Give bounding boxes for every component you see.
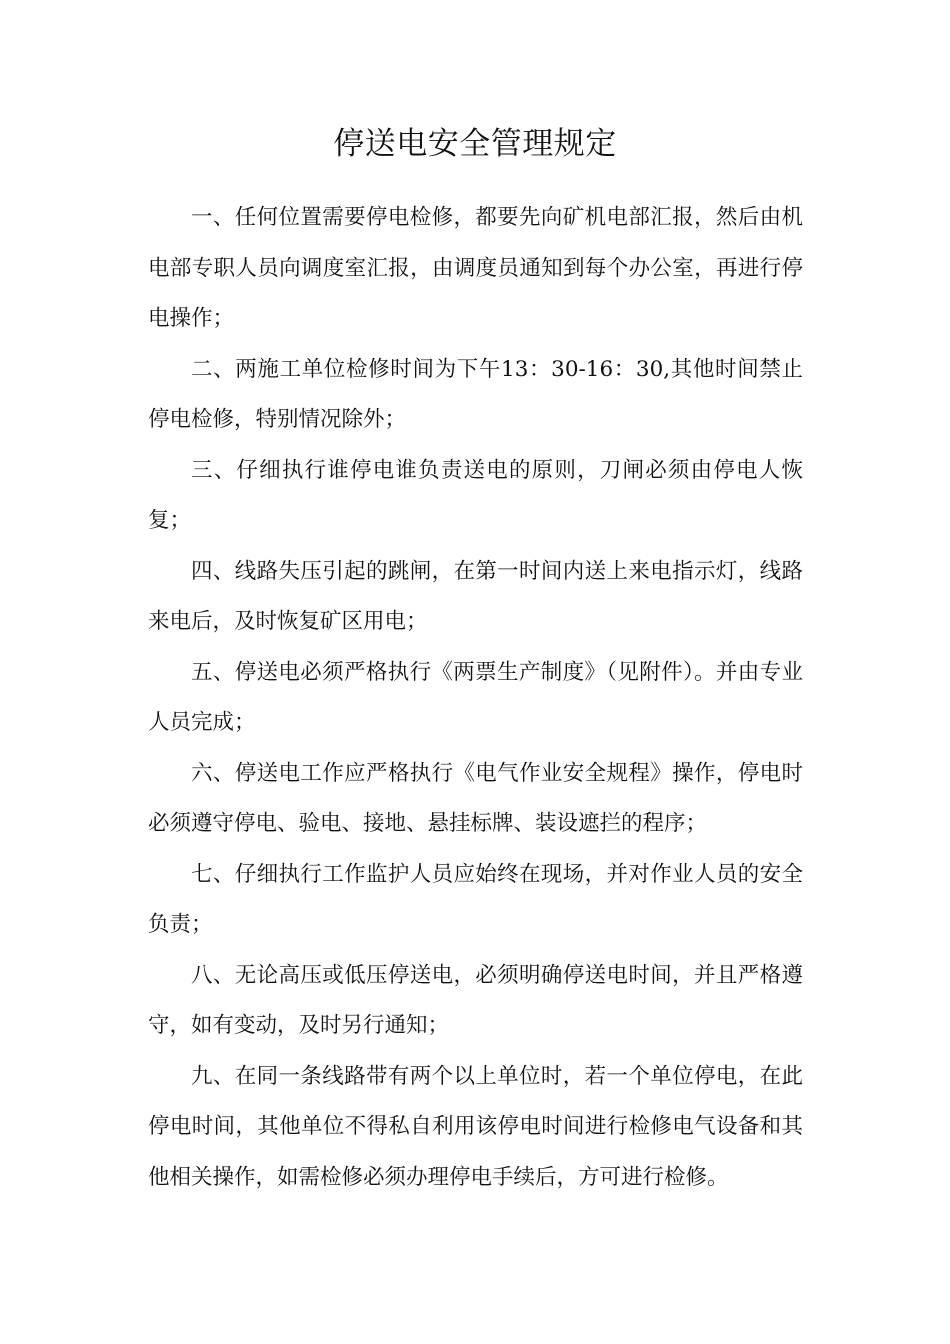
document-title: 停送电安全管理规定 [333,126,617,162]
rule-paragraph-4: 四、线路失压引起的跳闸，在第一时间内送上来电指示灯，线路来电后，及时恢复矿区用电； [148,558,803,634]
rule-paragraph-1: 一、任何位置需要停电检修，都要先向矿机电部汇报，然后由机电部专职人员向调度室汇报，由调度员通知到每个办公室，再进行停电操作； [148,205,803,331]
rule-paragraph-8: 八、无论高压或低压停送电，必须明确停送电时间，并且严格遵守，如有变动，及时另行通知； [148,962,803,1038]
document-body [148,193,803,1203]
rule-paragraph-3: 三、仔细执行谁停电谁负责送电的原则，刀闸必须由停电人恢复； [148,457,803,533]
rule-paragraph-9: 九、在同一条线路带有两个以上单位时，若一个单位停电，在此停电时间，其他单位不得私自利用该停电时间进行检修电气设备和其他相关操作，如需检修必须办理停电手续后，方可进行检修。 [148,1063,803,1190]
rule-paragraph-5: 五、停送电必须严格执行《两票生产制度》（见附件）。并由专业人员完成； [148,659,803,735]
rule-paragraph-7: 七、仔细执行工作监护人员应始终在现场，并对作业人员的安全负责； [148,861,803,937]
rule-paragraph-2: 二、两施工单位检修时间为下午13：30-16：30,其他时间禁止停电检修，特别情况除外； [148,356,803,432]
rule-paragraph-6: 六、停送电工作应严格执行《电气作业安全规程》操作，停电时必须遵守停电、验电、接地、悬挂标牌、装设遮拦的程序； [148,760,803,836]
